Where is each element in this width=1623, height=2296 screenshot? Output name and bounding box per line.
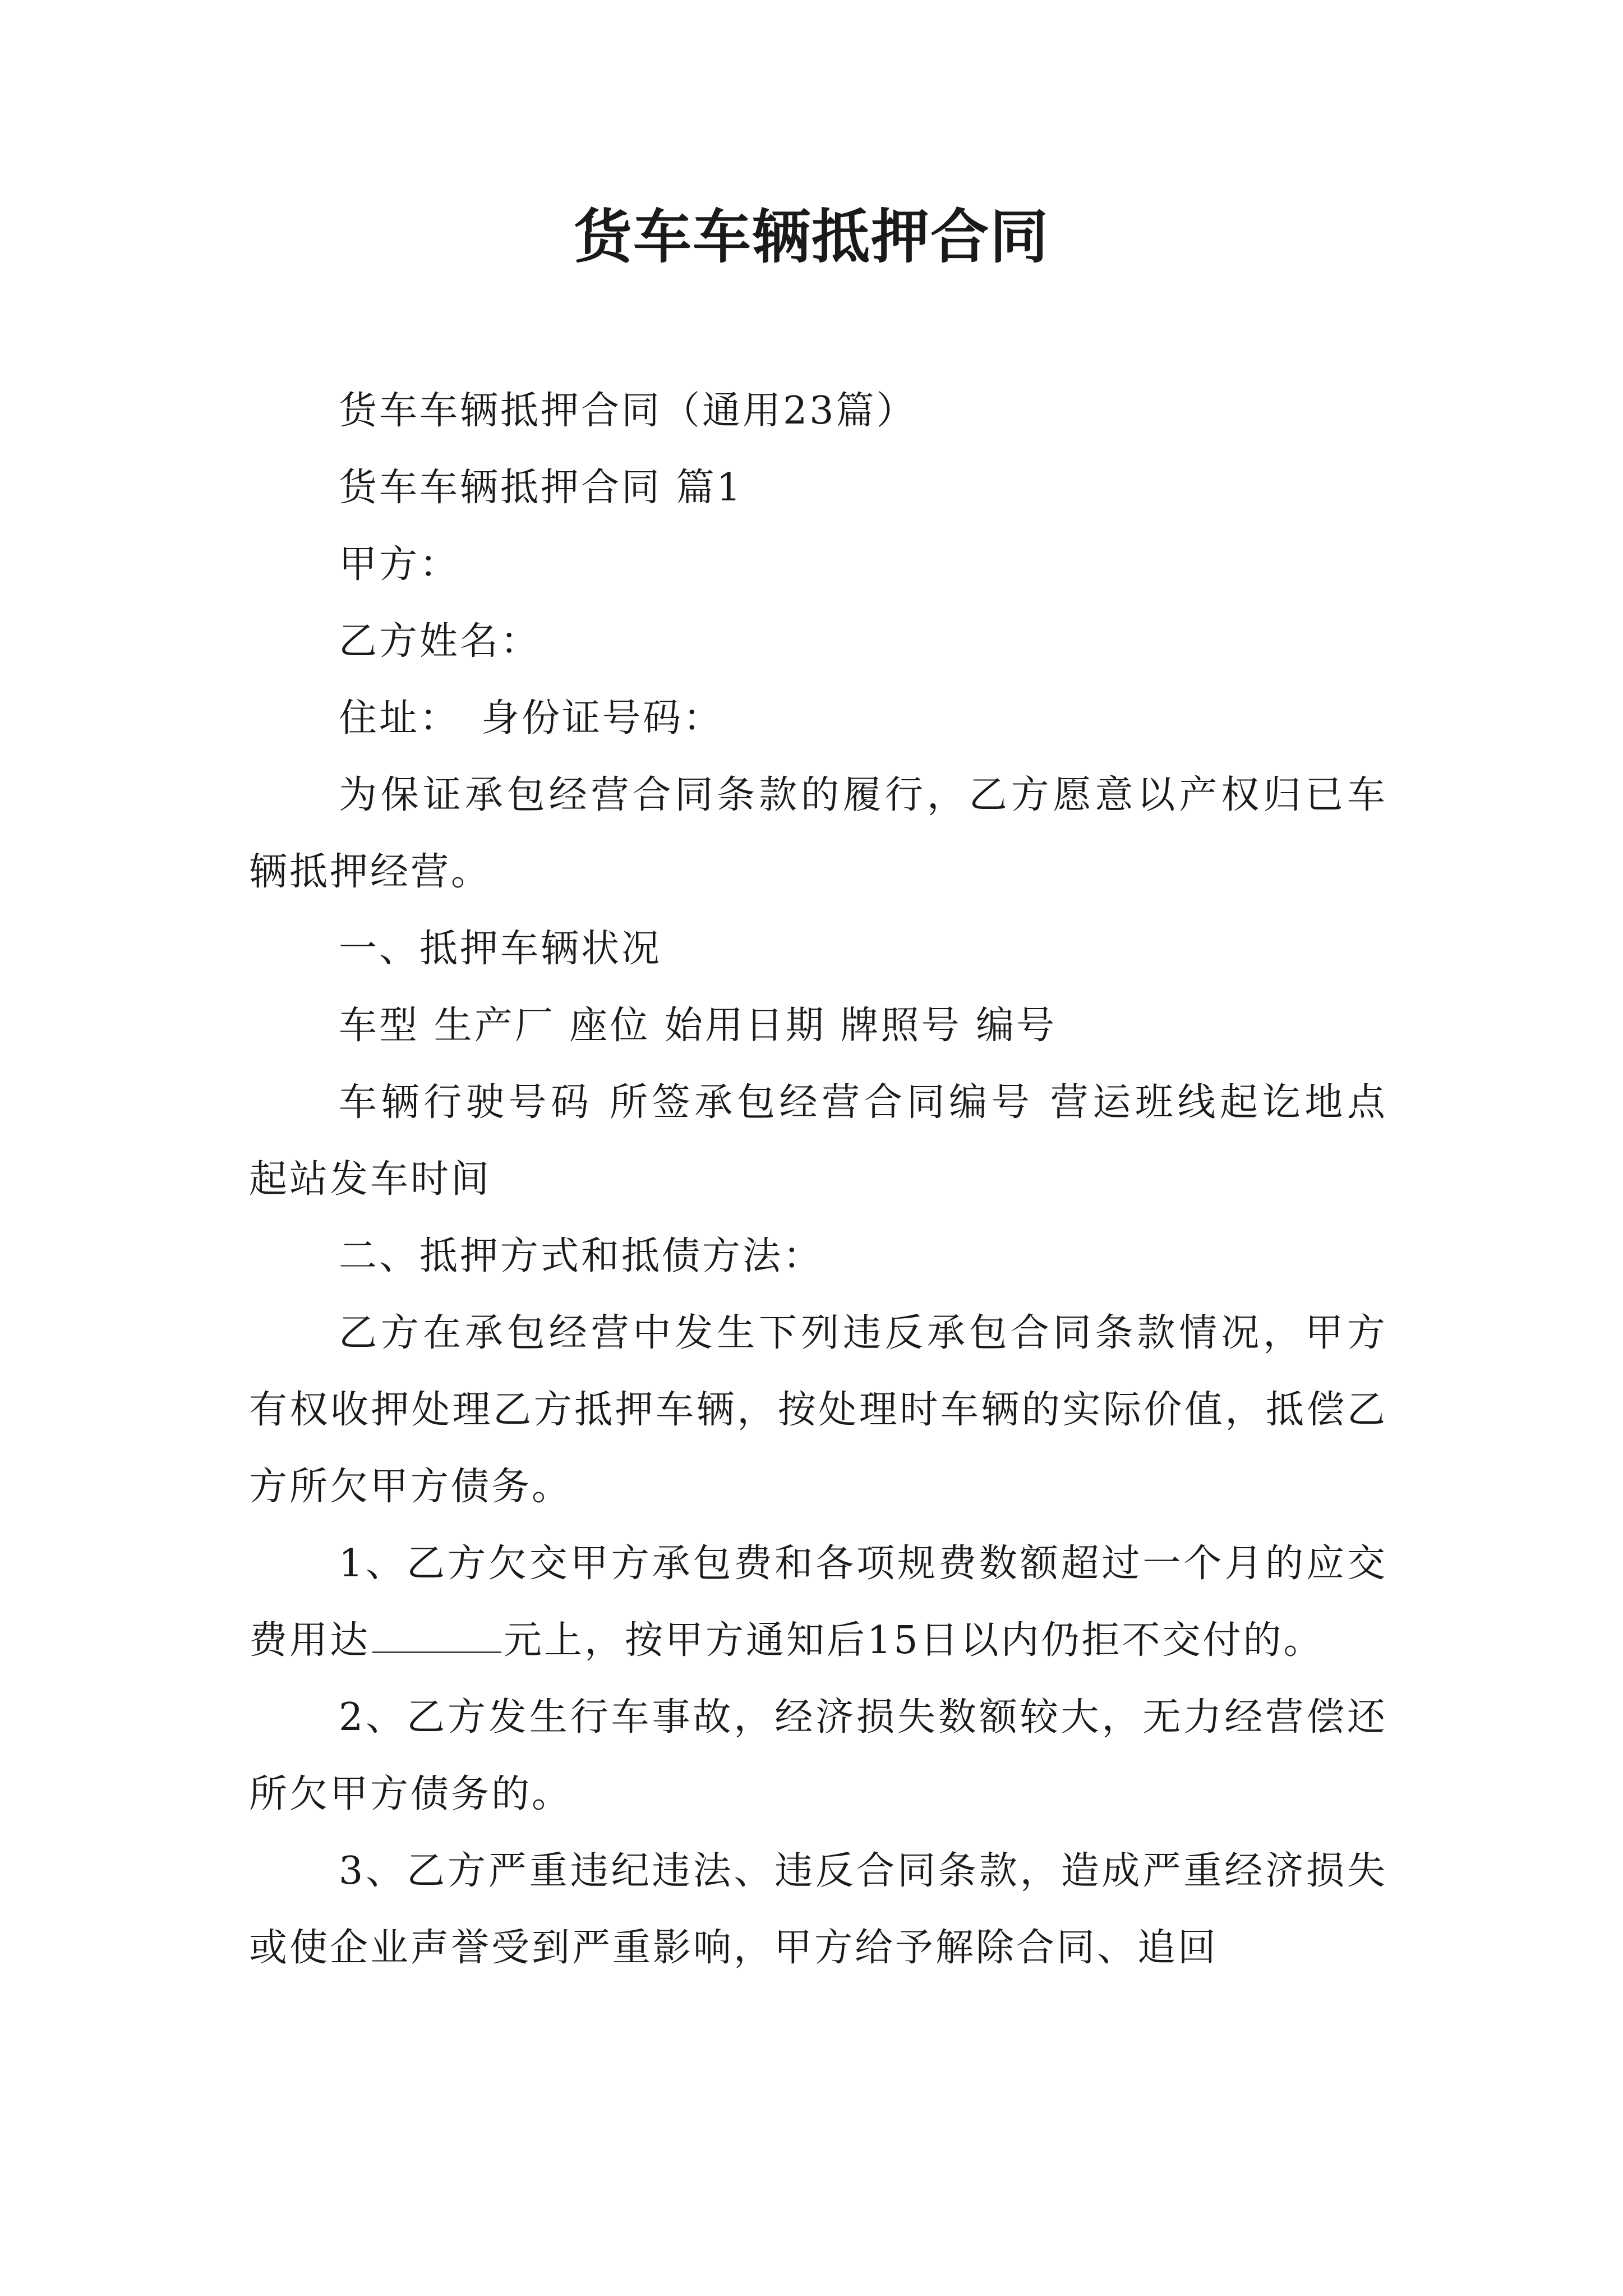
clause-1-text-after: 元上，按甲方通知后15日以内仍拒不交付的。 — [504, 1618, 1324, 1663]
paragraph-party-a: 甲方： — [339, 542, 460, 587]
paragraph-purpose: 为保证承包经营合同条款的履行，乙方愿意以产权归已车辆抵押经营。 — [249, 773, 1387, 894]
paragraph-clause-2: 2、乙方发生行车事故，经济损失数额较大，无力经营偿还所欠甲方债务的。 — [249, 1695, 1387, 1816]
clause-1-text-before: 1、乙方欠交甲方承包费和各项规费数额超过一个月的应交费用达 — [249, 1542, 1387, 1663]
document-body — [249, 372, 1387, 1986]
amount-blank — [372, 1618, 501, 1653]
paragraph-address-id: 住址： 身份证号码： — [339, 696, 724, 740]
paragraph-party-b-name: 乙方姓名： — [339, 619, 541, 664]
paragraph-conditions: 乙方在承包经营中发生下列违反承包合同条款情况，甲方有权收押处理乙方抵押车辆，按处理时车辆的实际价值，抵偿乙方所欠甲方债务。 — [249, 1311, 1387, 1509]
paragraph-heading-vehicle-status: 一、抵押车辆状况 — [339, 927, 662, 971]
paragraph-clause-3: 3、乙方严重违纪违法、违反合同条款，造成严重经济损失或使企业声誉受到严重影响，甲方给予解除合同、追回 — [249, 1849, 1387, 1970]
paragraph-vehicle-fields-2: 车辆行驶号码 所签承包经营合同编号 营运班线起讫地点 起站发车时间 — [249, 1080, 1387, 1202]
paragraph-heading-method: 二、抵押方式和抵债方法： — [339, 1234, 824, 1278]
paragraph-subtitle: 货车车辆抵押合同（通用23篇） — [339, 389, 917, 433]
paragraph-clause-1 — [249, 1525, 1387, 1679]
document-title: 货车车辆抵押合同 — [573, 202, 1049, 271]
paragraph-vehicle-fields: 车型 生产厂 座位 始用日期 牌照号 编号 — [339, 1004, 1057, 1048]
paragraph-section-heading: 货车车辆抵押合同 篇1 — [339, 466, 743, 510]
